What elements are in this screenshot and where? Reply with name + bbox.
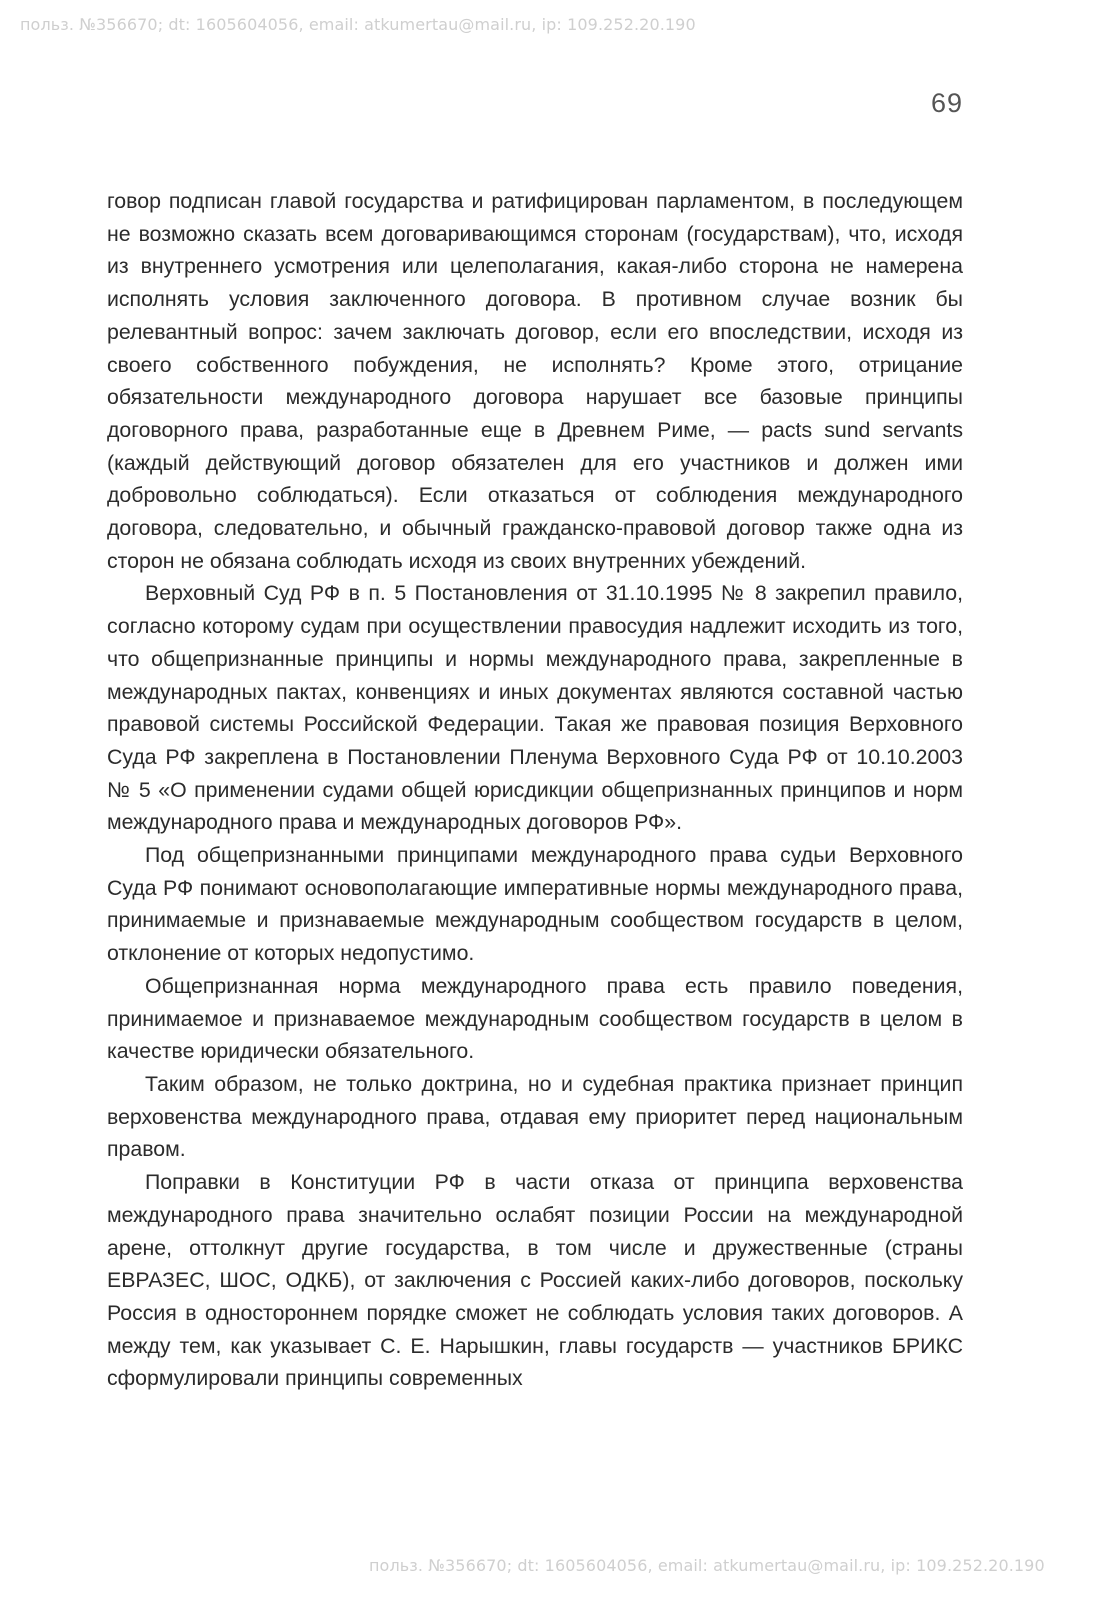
page-number: 69: [930, 88, 963, 118]
watermark-top: польз. №356670; dt: 1605604056, email: atkumertau@mail.ru, ip: 109.252.20.190: [20, 15, 696, 34]
watermark-bottom: польз. №356670; dt: 1605604056, email: atkumertau@mail.ru, ip: 109.252.20.190: [369, 1556, 1045, 1575]
paragraph: Общепризнанная норма международного права есть правило поведения, принимаемое и признаваемое международным сообществом государств в целом в качестве юридически обязательного.: [107, 973, 963, 1064]
paragraph: Таким образом, не только доктрина, но и судебная практика признает принцип верховенства международного права, отдавая ему приоритет перед национальным правом.: [107, 1071, 963, 1162]
paragraph: Под общепризнанными принципами международного права судьи Верховного Суда РФ понимают основополагающие императивные нормы международного права, принимаемые и признаваемые международным сообществом государств в целом, отклонение от которых недопустимо.: [107, 843, 963, 966]
paragraph: Поправки в Конституции РФ в части отказа от принципа верховенства международного права значительно ослабят позиции России на международной арене, оттолкнут другие государства, в том числе и дружественные (страны ЕВРАЗЕС, ШОС, ОДКБ), от заключения с Россией каких-либо договоров, поскольку Россия в одностороннем порядке сможет не соблюдать условия таких договоров. А между тем, как указывает С. Е. Нарышкин, главы государств — участников БРИКС сформулировали принципы современных: [107, 1170, 963, 1391]
body-text: [107, 185, 963, 1395]
paragraph: говор подписан главой государства и ратифицирован парламентом, в последующем не возможно сказать всем договаривающимся сторонам (государствам), что, исходя из внутреннего усмотрения или целеполагания, какая-либо сторона не намерена исполнять условия заключенного договора. В противном случае возник бы релевантный вопрос: зачем заключать договор, если его впоследствии, исходя из своего собственного побуждения, не исполнять? Кроме этого, отрицание обязательности международного договора нарушает все базовые принципы договорного права, разработанные еще в Древнем Риме, — pacts sund servants (каждый действующий договор обязателен для его участников и должен ими добровольно соблюдаться). Если отказаться от соблюдения международного договора, следовательно, и обычный гражданско-правовой договор также одна из сторон не обязана соблюдать исходя из своих внутренних убеждений.: [107, 189, 963, 573]
paragraph: Верховный Суд РФ в п. 5 Постановления от 31.10.1995 № 8 закрепил правило, согласно которому судам при осуществлении правосудия надлежит исходить из того, что общепризнанные принципы и нормы международного права, закрепленные в международных пактах, конвенциях и иных документах являются составной частью правовой системы Российской Федерации. Такая же правовая позиция Верховного Суда РФ закреплена в Постановлении Пленума Верховного Суда РФ от 10.10.2003 № 5 «О применении судами общей юрисдикции общепризнанных принципов и норм международного права и международных договоров РФ».: [107, 581, 963, 835]
